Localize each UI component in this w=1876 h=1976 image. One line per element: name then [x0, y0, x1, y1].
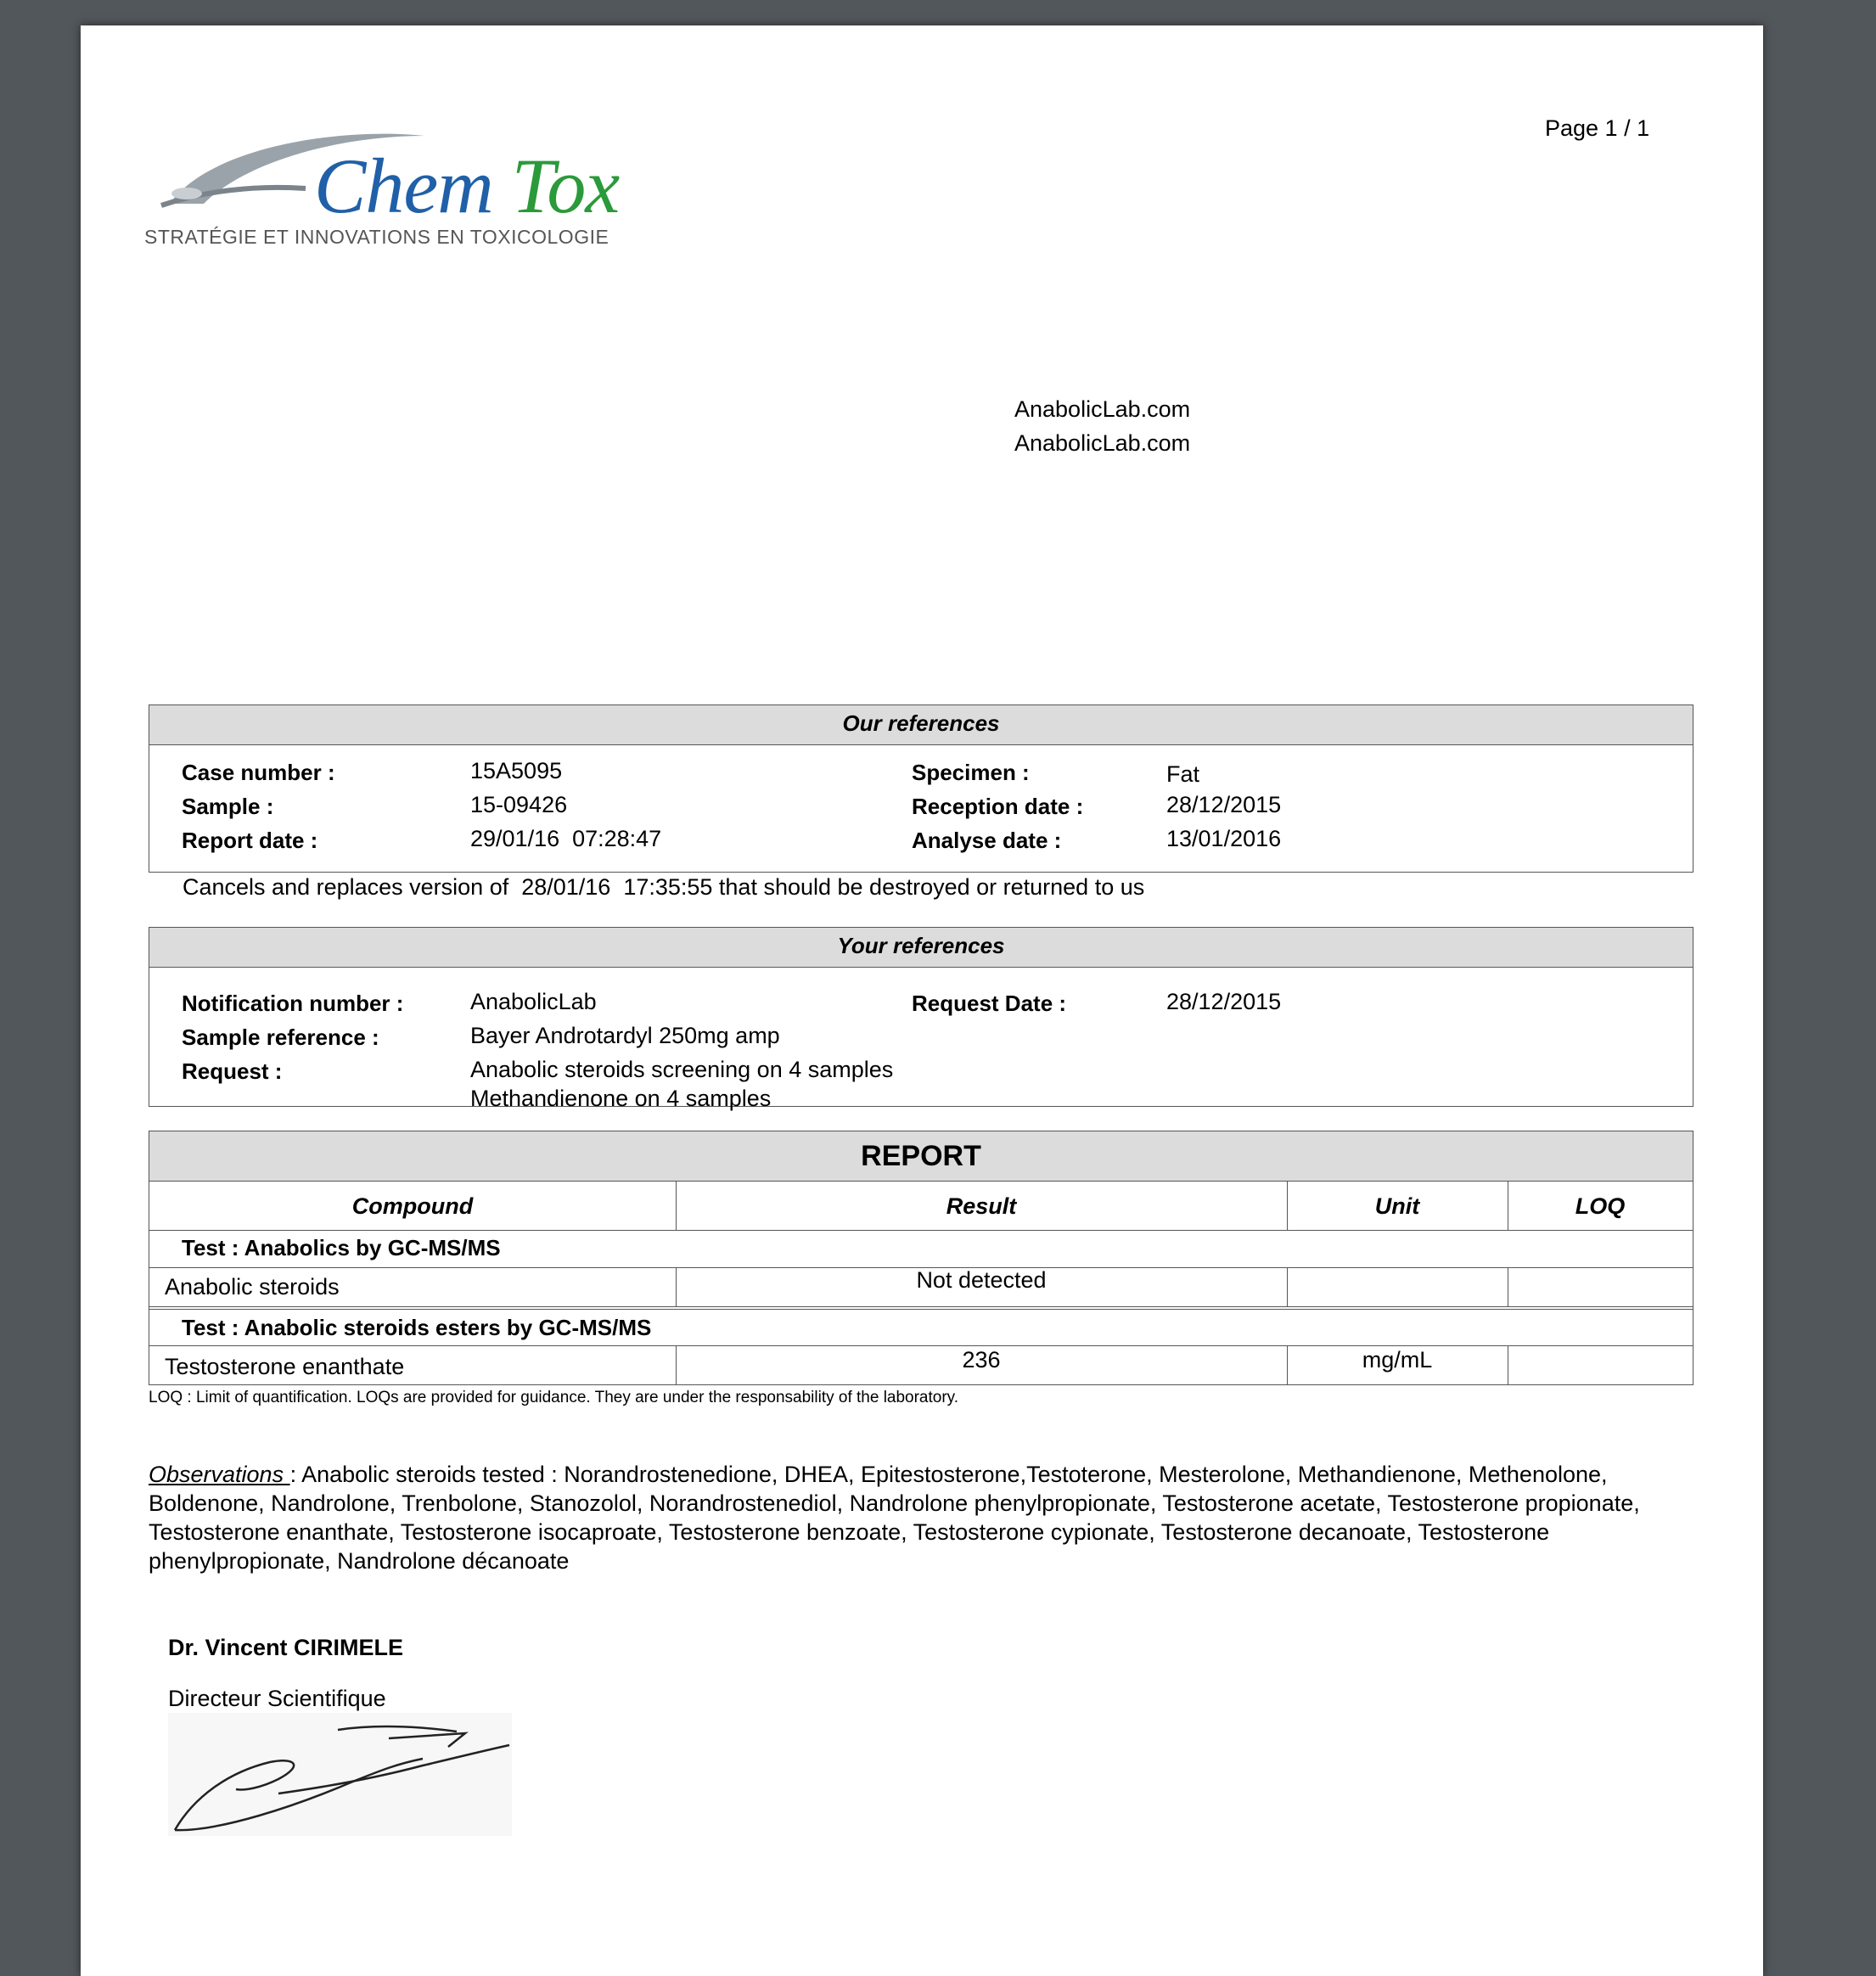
column-header-result: Result: [946, 1193, 1017, 1219]
logo-tagline: STRATÉGIE ET INNOVATIONS EN TOXICOLOGIE: [144, 226, 609, 248]
table-row-compound: Anabolic steroids: [165, 1274, 340, 1300]
table-divider: [149, 1345, 1693, 1346]
report-date-label: Report date :: [182, 828, 318, 853]
test-section-label: Test : Anabolic steroids esters by GC-MS/MS: [182, 1315, 652, 1340]
analyse-date-label: Analyse date :: [912, 828, 1062, 853]
observations-text: : Anabolic steroids tested : Norandrostenedione, DHEA, Epitestosterone,Testoterone, Mesterolone, Methandienone, Methenolone, Boldenone, Nandrolone, Trenbolone, Stanozolol, Norandrostenediol, Nandrolone phenylpropionate, Testosterone acetate, Testosterone propionate, Testosterone enanthate, Testosterone isocaproate, Testosterone benzoate, Testosterone cypionate, Testosterone decanoate, Testosterone phenylpropionate, Nandrolone décanoate: [149, 1462, 1640, 1574]
analyse-date-value: 13/01/2016: [1166, 826, 1282, 851]
sample-label: Sample :: [182, 794, 274, 819]
table-column-divider: [676, 1181, 677, 1230]
report-table: [149, 1131, 1693, 1385]
document-page: [81, 25, 1763, 1976]
test-section-label: Test : Anabolics by GC-MS/MS: [182, 1235, 501, 1260]
request-value-line-2: Methandienone on 4 samples: [470, 1086, 772, 1111]
our-references-box: [149, 705, 1693, 873]
loq-footnote: LOQ : Limit of quantification. LOQs are provided for guidance. They are under the responsability of the laboratory.: [149, 1389, 959, 1406]
sample-value: 15-09426: [470, 792, 568, 817]
recipient-line-1: AnabolicLab.com: [1014, 396, 1191, 422]
request-label: Request :: [182, 1058, 283, 1084]
reception-date-label: Reception date :: [912, 794, 1084, 819]
specimen-label: Specimen :: [912, 760, 1030, 785]
request-date-value: 28/12/2015: [1166, 989, 1282, 1014]
table-divider: [149, 1306, 1693, 1307]
case-number-label: Case number :: [182, 760, 335, 785]
signature-icon: [168, 1713, 512, 1836]
sample-reference-label: Sample reference :: [182, 1024, 379, 1050]
case-number-value: 15A5095: [470, 758, 563, 783]
table-divider: [149, 1230, 1693, 1231]
signer-title: Directeur Scientifique: [168, 1686, 386, 1711]
logo-wordmark: [314, 141, 619, 231]
table-row-result: 236: [962, 1347, 1001, 1373]
column-header-loq: LOQ: [1575, 1193, 1626, 1219]
observations-paragraph: [149, 1460, 1693, 1575]
report-date-value: 29/01/16 07:28:47: [470, 826, 662, 851]
column-header-unit: Unit: [1374, 1193, 1420, 1219]
column-header-compound: Compound: [351, 1193, 474, 1219]
table-column-divider: [1287, 1267, 1288, 1306]
recipient-line-2: AnabolicLab.com: [1014, 430, 1191, 456]
logo-tox: Tox: [511, 143, 620, 229]
page-number: Page 1 / 1: [1545, 115, 1650, 141]
recipient-address: [1014, 392, 1190, 460]
table-row-result: Not detected: [916, 1267, 1047, 1293]
our-references-title: Our references: [149, 705, 1693, 745]
handwritten-signature: [168, 1713, 512, 1836]
report-title: REPORT: [149, 1131, 1693, 1182]
your-references-box: [149, 927, 1693, 1111]
signer-name: Dr. Vincent CIRIMELE: [168, 1635, 404, 1660]
cancel-note: Cancels and replaces version of 28/01/16 17:35:55 that should be destroyed or returned to us: [183, 874, 1145, 900]
chemtox-logo: [144, 110, 620, 255]
reception-date-value: 28/12/2015: [1166, 792, 1282, 817]
specimen-value: Fat: [1166, 761, 1200, 787]
notification-number-label: Notification number :: [182, 991, 404, 1016]
request-date-label: Request Date :: [912, 991, 1067, 1016]
table-row-unit: mg/mL: [1362, 1347, 1433, 1373]
observations-label: Observations: [149, 1462, 290, 1487]
sample-reference-value: Bayer Androtardyl 250mg amp: [470, 1023, 780, 1048]
your-references-title: Your references: [149, 928, 1693, 968]
request-value-line-1: Anabolic steroids screening on 4 samples: [470, 1057, 894, 1082]
logo-chem: Chem: [314, 143, 493, 229]
table-column-divider: [1287, 1181, 1288, 1230]
table-row-compound: Testosterone enanthate: [165, 1354, 405, 1379]
table-divider: [149, 1309, 1693, 1310]
notification-number-value: AnabolicLab: [470, 989, 597, 1014]
